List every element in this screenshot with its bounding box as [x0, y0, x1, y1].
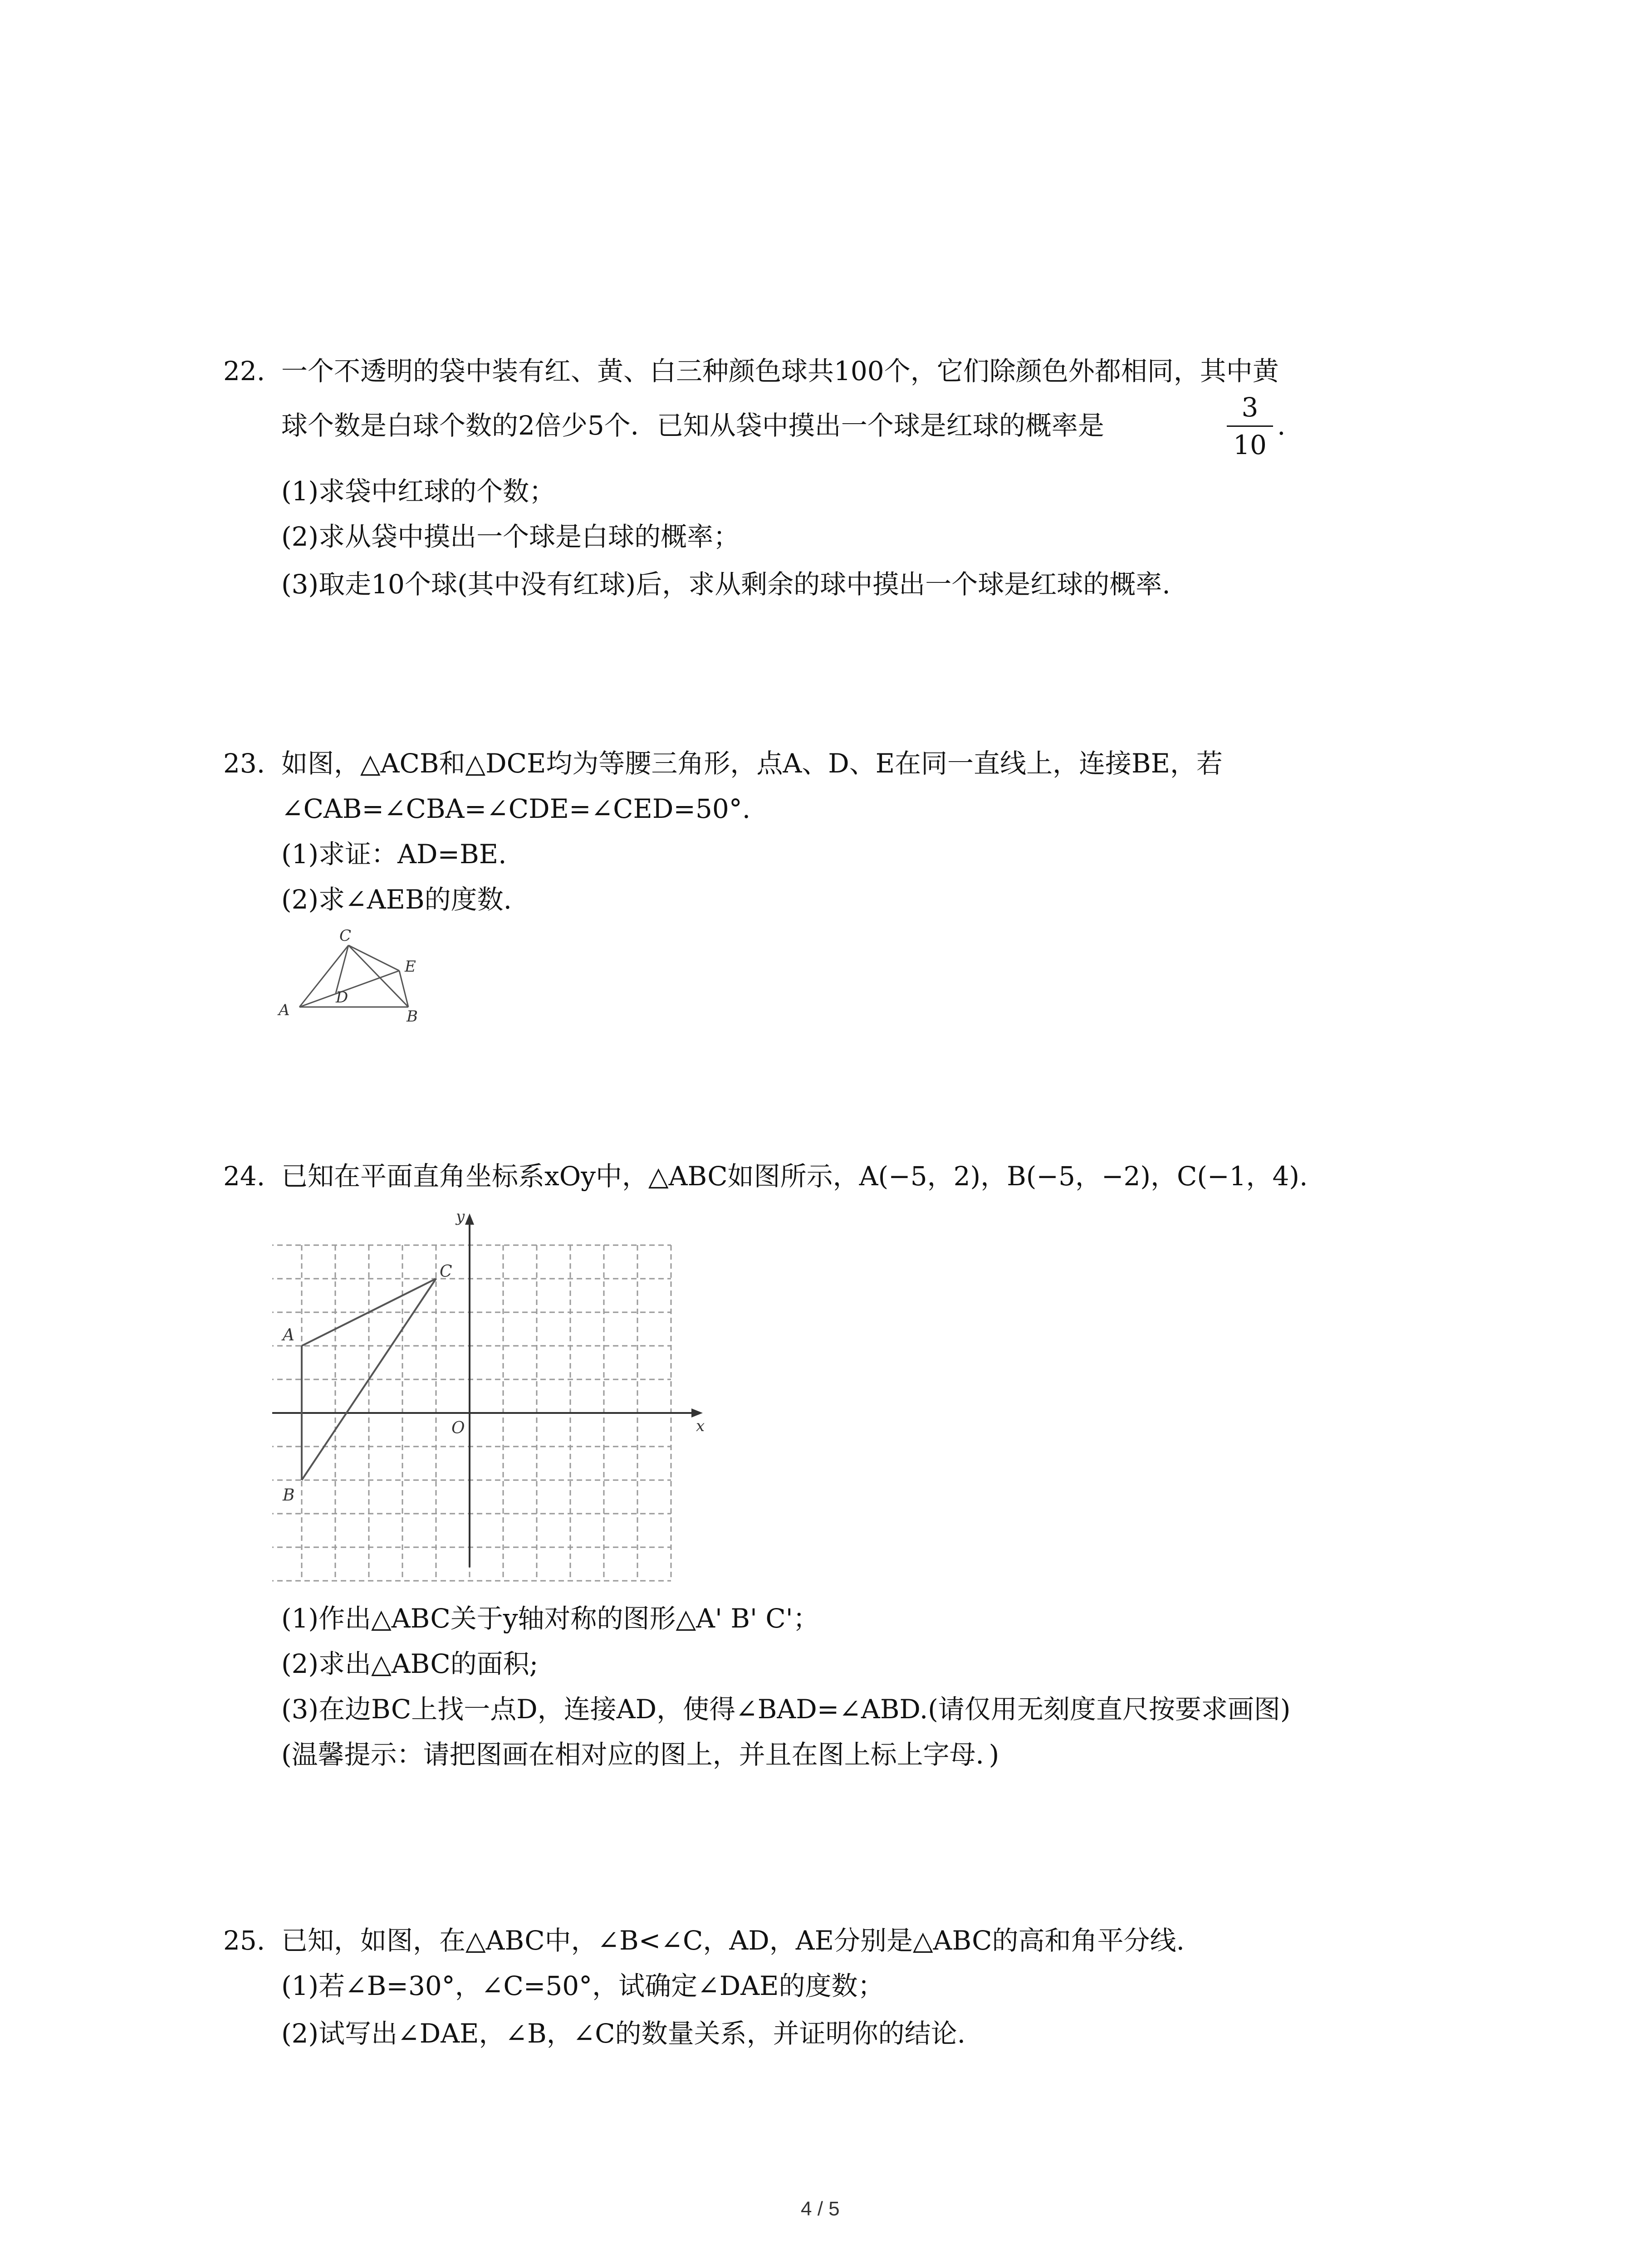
q24-sub4: (温馨提示：请把图画在相对应的图上，并且在图上标上字母．): [281, 1739, 999, 1770]
q23-triangle-figure: [272, 921, 426, 1030]
q24-label-A: A: [283, 1326, 294, 1344]
q24-label-y: y: [456, 1207, 465, 1226]
q25-sub2: (2)试写出∠DAE，∠B，∠C的数量关系，并证明你的结论.: [281, 2018, 966, 2049]
q22-sub2: (2)求从袋中摸出一个球是白球的概率；: [281, 521, 740, 552]
q23-label-E: E: [405, 958, 416, 976]
q22-line1: 一个不透明的袋中装有红、黄、白三种颜色球共100个，它们除颜色外都相同，其中黄: [281, 356, 1279, 386]
q23-label-A: A: [279, 1001, 290, 1019]
q24-line1: 已知在平面直角坐标系xOy中，△ABC如图所示，A(−5，2)，B(−5，−2)，C(−1，4).: [281, 1161, 1308, 1192]
q22-fraction-tail: .: [1277, 410, 1286, 441]
q24-label-x: x: [696, 1417, 705, 1435]
q23-line2: ∠CAB=∠CBA=∠CDE=∠CED=50°.: [281, 793, 751, 824]
q23-label-C: C: [339, 927, 352, 945]
q22-line2: 球个数是白球个数的2倍少5个．已知从袋中摸出一个球是红球的概率是: [281, 410, 1104, 441]
q23-number: 23.: [223, 748, 265, 779]
q24-coordinate-graph: [272, 1193, 735, 1601]
q22-fraction-denominator: 10: [1233, 430, 1267, 460]
q24-sub3: (3)在边BC上找一点D，连接AD，使得∠BAD=∠ABD.(请仅用无刻度直尺按要求画图): [281, 1694, 1291, 1725]
page-number: 4 / 5: [801, 2198, 840, 2220]
q23-line1: 如图，△ACB和△DCE均为等腰三角形，点A、D、E在同一直线上，连接BE，若: [281, 748, 1223, 779]
q23-sub1: (1)求证：AD=BE.: [281, 839, 507, 870]
x-axis-arrow: [691, 1408, 703, 1418]
q25-sub1: (1)若∠B=30°，∠C=50°，试确定∠DAE的度数；: [281, 1970, 884, 2001]
q22-sub1: (1)求袋中红球的个数；: [281, 476, 556, 507]
q24-label-C: C: [440, 1262, 452, 1281]
q25-number: 25.: [223, 1925, 265, 1956]
q24-sub1: (1)作出△ABC关于y轴对称的图形△A' B' C'；: [281, 1603, 819, 1634]
q23-label-D: D: [336, 988, 348, 1007]
q22-sub3: (3)取走10个球(其中没有红球)后，求从剩余的球中摸出一个球是红球的概率.: [281, 569, 1171, 600]
q22-fraction-bar: [1227, 425, 1273, 427]
y-axis-arrow: [465, 1213, 474, 1225]
q24-label-O: O: [451, 1419, 465, 1437]
q24-number: 24.: [223, 1161, 265, 1192]
q22-fraction-numerator: 3: [1241, 392, 1259, 423]
q22-number: 22.: [223, 356, 265, 386]
q25-line1: 已知，如图，在△ABC中，∠B<∠C，AD，AE分别是△ABC的高和角平分线.: [281, 1925, 1185, 1956]
q23-label-B: B: [407, 1007, 418, 1026]
q23-sub2: (2)求∠AEB的度数.: [281, 884, 512, 915]
q24-sub2: (2)求出△ABC的面积;: [281, 1648, 539, 1679]
q24-label-B: B: [283, 1486, 295, 1505]
q22-fraction: [1225, 390, 1275, 462]
